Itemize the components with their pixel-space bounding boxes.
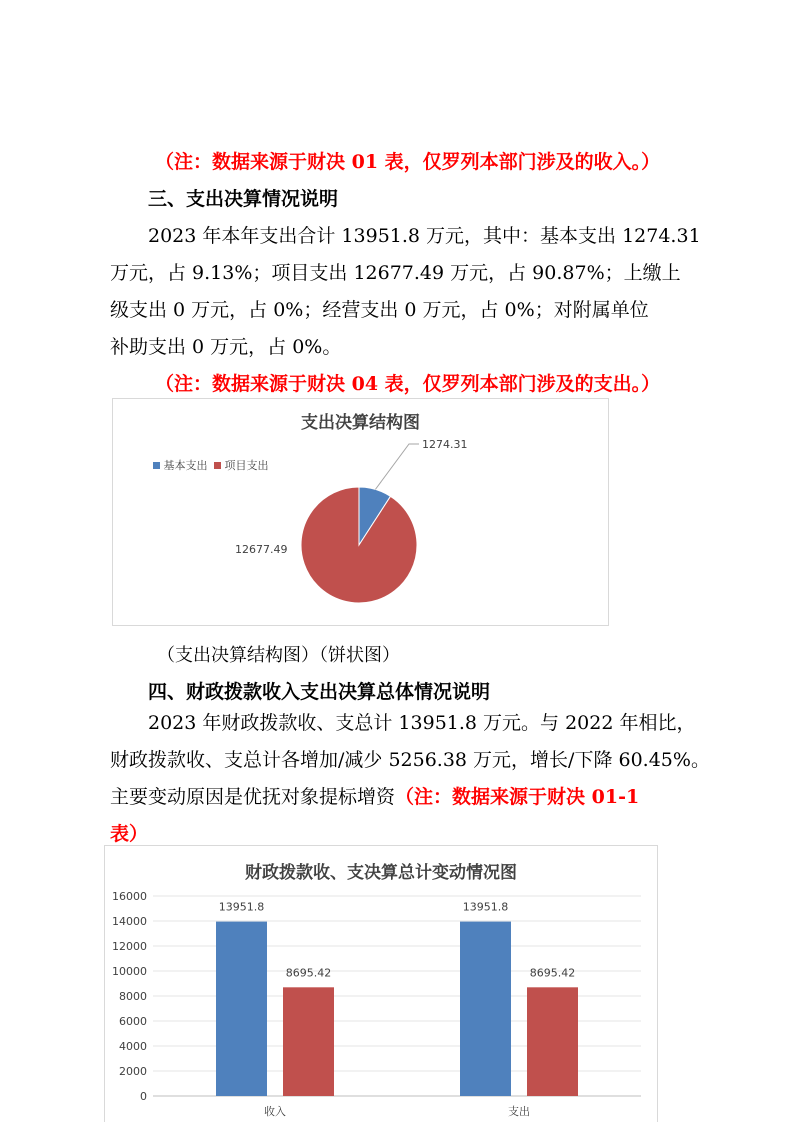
y-tick-label: 0 xyxy=(140,1090,147,1103)
paragraph-line: 级支出 0 万元，占 0%；经营支出 0 万元，占 0%；对附属单位 xyxy=(110,299,649,321)
section-3-paragraph xyxy=(110,218,701,366)
bar-chart xyxy=(104,845,658,1122)
chart-caption: （支出决算结构图）（饼状图） xyxy=(157,645,400,666)
paragraph-line: 补助支出 0 万元，占 0%。 xyxy=(110,336,342,358)
pie-chart xyxy=(112,398,609,626)
bar-data-label: 8695.42 xyxy=(529,966,576,980)
y-tick-label: 2000 xyxy=(119,1065,147,1078)
y-tick-label: 10000 xyxy=(112,965,147,978)
paragraph-line: 财政拨款收、支总计各增加/减少 5256.38 万元，增长/下降 60.45%。 xyxy=(110,749,710,771)
y-tick-label: 4000 xyxy=(119,1040,147,1053)
legend-label-basic: 基本支出 xyxy=(163,459,208,472)
pie-chart-plot xyxy=(113,399,608,625)
paragraph-line: 2023 年本年支出合计 13951.8 万元，其中：基本支出 1274.31 xyxy=(148,225,701,247)
bar-chart-title: 财政拨款收、支决算总计变动情况图 xyxy=(245,863,517,883)
bar-data-label: 13951.8 xyxy=(218,900,265,914)
bar xyxy=(283,987,334,1096)
bar xyxy=(460,922,511,1096)
paragraph-line: 万元，占 9.13%；项目支出 12677.49 万元，占 90.87%；上缴上 xyxy=(110,262,681,284)
pie-slice-project xyxy=(301,487,417,603)
y-tick-label: 6000 xyxy=(119,1015,147,1028)
note-source-01-1: （注：数据来源于财决 01-1 xyxy=(395,786,640,808)
y-tick-label: 12000 xyxy=(112,940,147,953)
bar xyxy=(216,922,267,1096)
note-source-04: （注：数据来源于财决 04 表，仅罗列本部门涉及的支出。） xyxy=(155,373,661,395)
section-4-heading: 四、财政拨款收入支出决算总体情况说明 xyxy=(148,681,491,703)
bar xyxy=(527,987,578,1096)
change-reason: 主要变动原因是优抚对象提标增资 xyxy=(110,786,396,808)
bar-data-label: 8695.42 xyxy=(285,966,332,980)
y-tick-label: 8000 xyxy=(119,990,147,1003)
note-source-01-1-end: 表） xyxy=(110,823,149,845)
bar-chart-plot xyxy=(105,846,657,1123)
legend-label-project: 项目支出 xyxy=(224,459,269,472)
y-tick-label: 14000 xyxy=(112,915,147,928)
section-3-heading: 三、支出决算情况说明 xyxy=(148,188,339,210)
paragraph-line: 2023 年财政拨款收、支总计 13951.8 万元。与 2022 年相比， xyxy=(148,712,696,734)
y-tick-label: 16000 xyxy=(112,890,147,903)
pie-data-label-project: 12677.49 xyxy=(235,543,288,556)
bar-data-label: 13951.8 xyxy=(462,900,509,914)
section-4-paragraph xyxy=(110,705,710,853)
note-source-01: （注：数据来源于财决 01 表，仅罗列本部门涉及的收入。） xyxy=(155,151,661,173)
x-category-label: 收入 xyxy=(264,1105,286,1118)
pie-data-label-basic: 1274.31 xyxy=(422,438,468,451)
paragraph-line xyxy=(110,779,710,816)
pie-leader-line xyxy=(375,444,419,489)
pie-chart-title: 支出决算结构图 xyxy=(301,413,420,433)
x-category-label: 支出 xyxy=(508,1105,530,1118)
